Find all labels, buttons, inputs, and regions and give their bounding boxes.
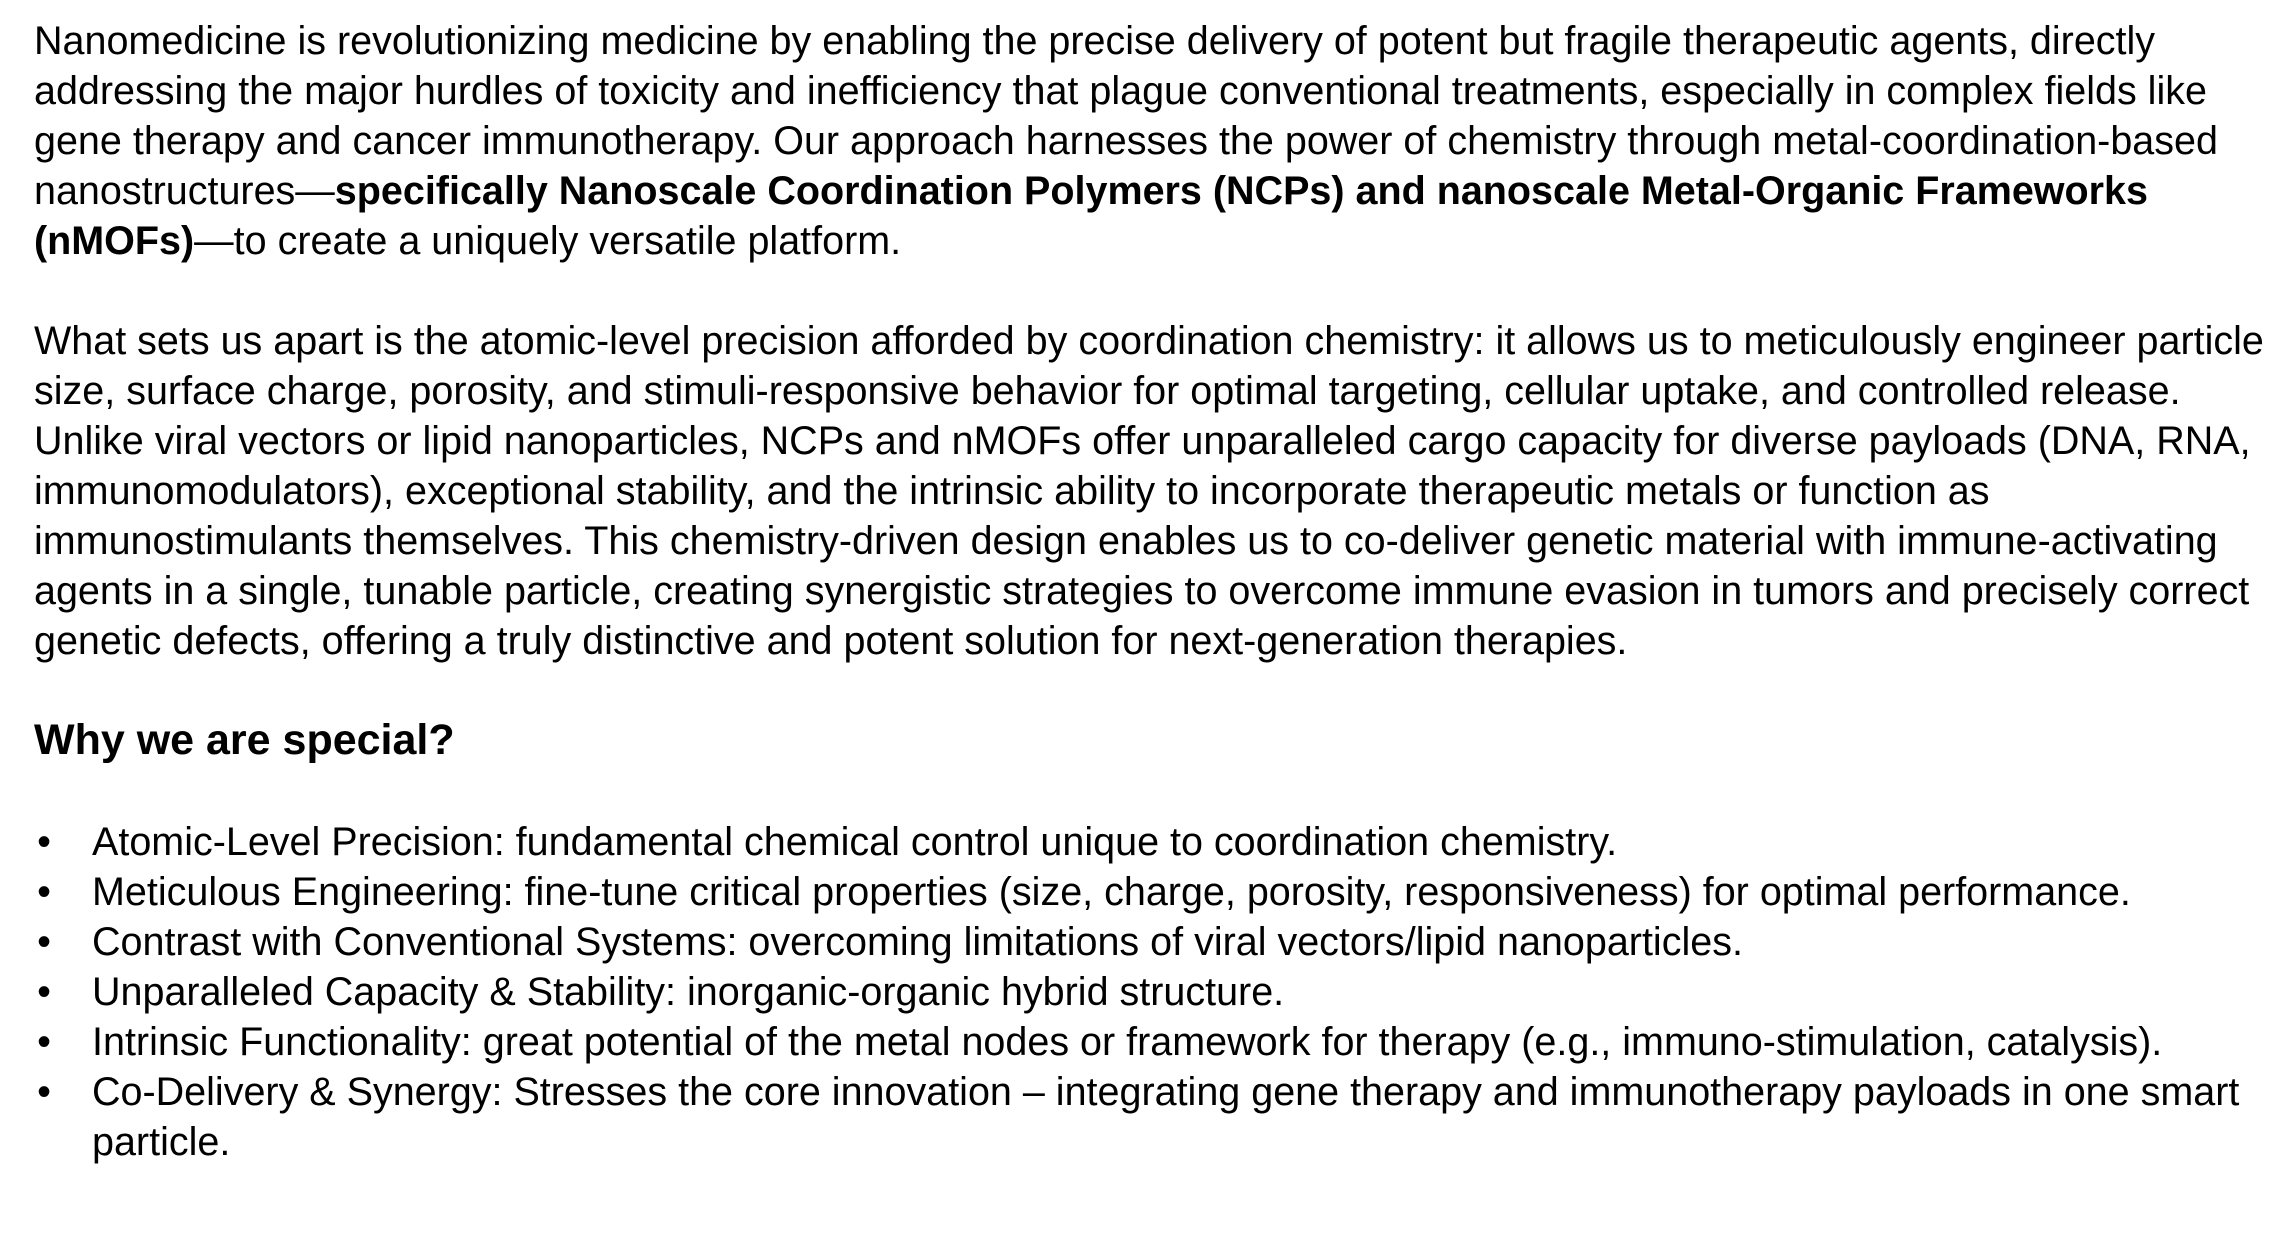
intro-paragraph-bold-text: specifically Nanoscale Coordination Polymers (NCPs) and nanoscale Metal-Organic Frameworks (nMOFs) (34, 169, 2148, 263)
bullet-text: Co-Delivery & Synergy: Stresses the core innovation – integrating gene therapy and immunotherapy payloads in one smart particle. (92, 1070, 2240, 1164)
document-page (34, 16, 2264, 1167)
bullet-item (34, 867, 2264, 917)
bullet-text: Unparalleled Capacity & Stability: inorganic-organic hybrid structure. (92, 970, 1285, 1014)
bullet-icon: • (37, 1020, 51, 1064)
intro-paragraph-end-text: —to create a uniquely versatile platform. (194, 219, 902, 263)
bullet-icon: • (37, 820, 51, 864)
section-heading: Why we are special? (34, 716, 455, 764)
bullet-item (34, 817, 2264, 867)
differentiation-paragraph: What sets us apart is the atomic-level precision afforded by coordination chemistry: it allows us to meticulously engineer particle size, surface charge, porosity, and stimuli-responsive behavior for optimal targeting, cellular uptake, and controlled release. Unlike viral vectors or lipid nanoparticles, NCPs and nMOFs offer unparalleled cargo capacity for diverse payloads (DNA, RNA, immunomodulators), exceptional stability, and the intrinsic ability to incorporate therapeutic metals or function as immunostimulants themselves. This chemistry-driven design enables us to co-deliver genetic material with immune-activating agents in a single, tunable particle, creating synergistic strategies to overcome immune evasion in tumors and precisely correct genetic defects, offering a truly distinctive and potent solution for next-generation therapies. (34, 319, 2264, 663)
bullet-item (34, 1017, 2264, 1067)
bullet-icon: • (37, 870, 51, 914)
bullet-list (34, 817, 2264, 1167)
bullet-icon: • (37, 920, 51, 964)
bullet-item (34, 1067, 2264, 1167)
bullet-item (34, 917, 2264, 967)
bullet-icon: • (37, 1070, 51, 1114)
intro-paragraph-text: Nanomedicine is revolutionizing medicine by enabling the precise delivery of potent but fragile therapeutic agents, directly addressing the major hurdles of toxicity and inefficiency that plague conventional treatments, especially in complex fields like gene therapy and cancer immunotherapy. Our approach harnesses the power of chemistry through metal-coordination-based nanostructures— (34, 19, 2218, 213)
bullet-icon: • (37, 970, 51, 1014)
bullet-text: Meticulous Engineering: fine-tune critical properties (size, charge, porosity, responsiveness) for optimal performance. (92, 870, 2131, 914)
bullet-text: Intrinsic Functionality: great potential of the metal nodes or framework for therapy (e.g., immuno-stimulation, catalysis). (92, 1020, 2163, 1064)
bullet-text: Atomic-Level Precision: fundamental chemical control unique to coordination chemistry. (92, 820, 1618, 864)
bullet-item (34, 967, 2264, 1017)
intro-paragraph (34, 16, 2264, 266)
bullet-text: Contrast with Conventional Systems: overcoming limitations of viral vectors/lipid nanoparticles. (92, 920, 1743, 964)
